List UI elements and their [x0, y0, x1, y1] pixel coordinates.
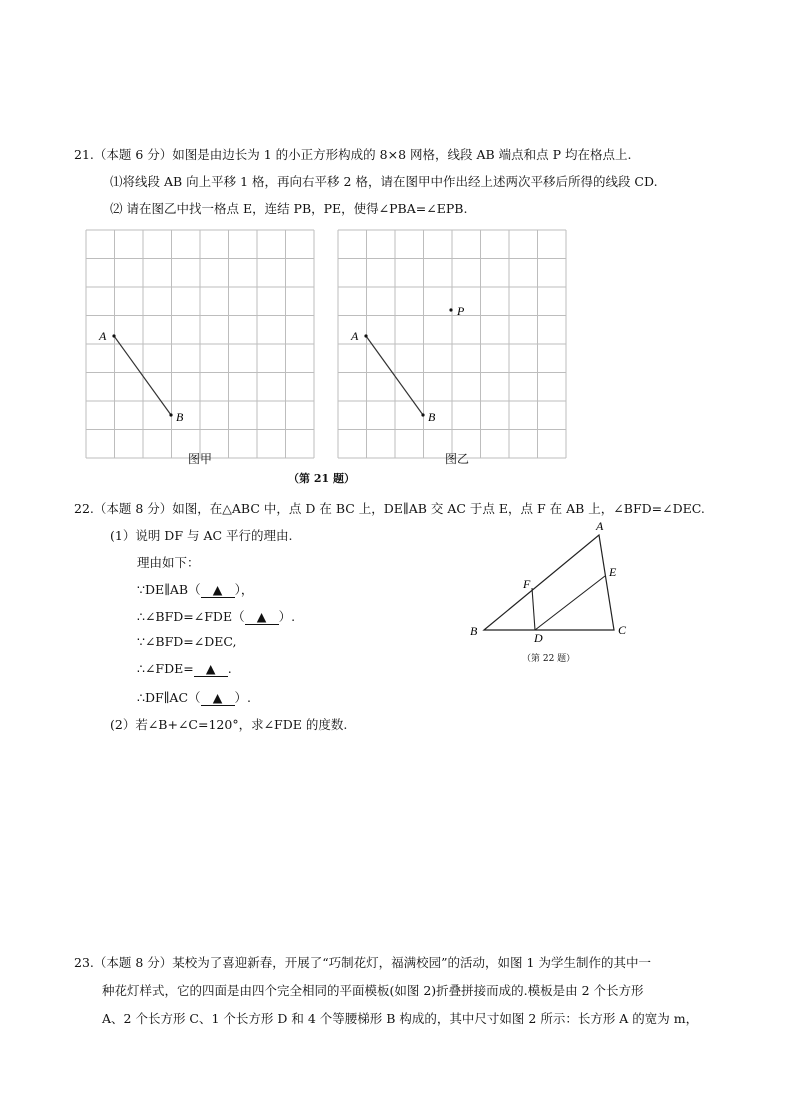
step-5-pre: ∴DF∥AC（: [137, 690, 201, 705]
point-p-yi: [449, 308, 452, 311]
q22-triangle-figure: [462, 518, 642, 668]
q22-step-2: [137, 607, 295, 625]
q21-part1: ⑴将线段 AB 向上平移 1 格，再向右平移 2 格，请在图甲中作出经上述两次平移后所得的线段 CD.: [110, 174, 658, 189]
step-5-post: ）.: [234, 690, 251, 705]
q22-part1: (1）说明 DF 与 AC 平行的理由.: [110, 528, 293, 543]
q23-line-2: 种花灯样式，它的四面是由四个完全相同的平面模板(如图 2)折叠拼接而成的.模板是由 2 个长方形: [102, 983, 644, 998]
q22-step-5: [137, 688, 251, 706]
caption-q22: （第 22 题）: [522, 654, 576, 664]
segment-df: [532, 588, 535, 630]
q22-step-3: [137, 634, 237, 649]
label-a-yi: A: [351, 329, 359, 343]
q21-figure: [0, 220, 792, 490]
label-a: A: [596, 519, 604, 533]
step-5-blank[interactable]: ▲: [201, 690, 235, 706]
label-f: F: [523, 577, 531, 591]
label-b-jia: B: [176, 410, 184, 424]
label-b-yi: B: [428, 410, 436, 424]
caption-yi: 图乙: [445, 452, 470, 466]
point-b-jia: [169, 413, 172, 416]
caption-q21: （第 21 题）: [288, 472, 355, 485]
step-3-pre: ∵∠BFD=∠DEC,: [137, 634, 237, 649]
q21-part2: ⑵ 请在图乙中找一格点 E，连结 PB，PE，使得∠PBA=∠EPB.: [110, 201, 468, 216]
step-4-blank[interactable]: ▲: [194, 661, 228, 677]
segment-de: [535, 576, 605, 630]
step-2-post: ）.: [278, 609, 296, 624]
step-1-blank[interactable]: ▲: [201, 582, 235, 598]
step-2-pre: ∴∠BFD=∠FDE（: [137, 609, 245, 624]
q23-line-3: A、2 个长方形 C、1 个长方形 D 和 4 个等腰梯形 B 构成的，其中尺寸如图 2 所示：长方形 A 的宽为 m，: [102, 1011, 699, 1026]
label-e: E: [609, 565, 617, 579]
label-a-jia: A: [99, 329, 107, 343]
label-c: C: [618, 623, 627, 637]
point-a-yi: [364, 334, 367, 337]
label-b: B: [470, 624, 478, 638]
label-p-yi: P: [457, 304, 465, 318]
step-4-post: .: [227, 661, 232, 676]
step-2-blank[interactable]: ▲: [245, 609, 279, 625]
q22-step-1: [137, 580, 253, 598]
point-a-jia: [112, 334, 115, 337]
q23-line-1: 23.（本题 8 分）某校为了喜迎新春，开展了“巧制花灯，福满校园”的活动，如图 1 为学生制作的其中一: [74, 955, 651, 970]
caption-jia: 图甲: [188, 452, 213, 466]
step-4-pre: ∴∠FDE=: [137, 661, 194, 676]
q22-reason-title: 理由如下：: [137, 555, 200, 570]
q22-part2: (2）若∠B+∠C=120°，求∠FDE 的度数.: [110, 717, 348, 732]
q22-stem: 22.（本题 8 分）如图，在△ABC 中，点 D 在 BC 上，DE∥AB 交 AC 于点 E，点 F 在 AB 上，∠BFD=∠DEC.: [74, 501, 705, 516]
q22-step-4: [137, 661, 232, 677]
label-d: D: [534, 631, 543, 645]
step-1-post: ），: [234, 582, 254, 597]
q21-stem: 21.（本题 6 分）如图是由边长为 1 的小正方形构成的 8×8 网格，线段 AB 端点和点 P 均在格点上.: [74, 147, 632, 162]
triangle-abc: [484, 535, 614, 630]
point-b-yi: [421, 413, 424, 416]
step-1-pre: ∵DE∥AB（: [137, 582, 201, 597]
